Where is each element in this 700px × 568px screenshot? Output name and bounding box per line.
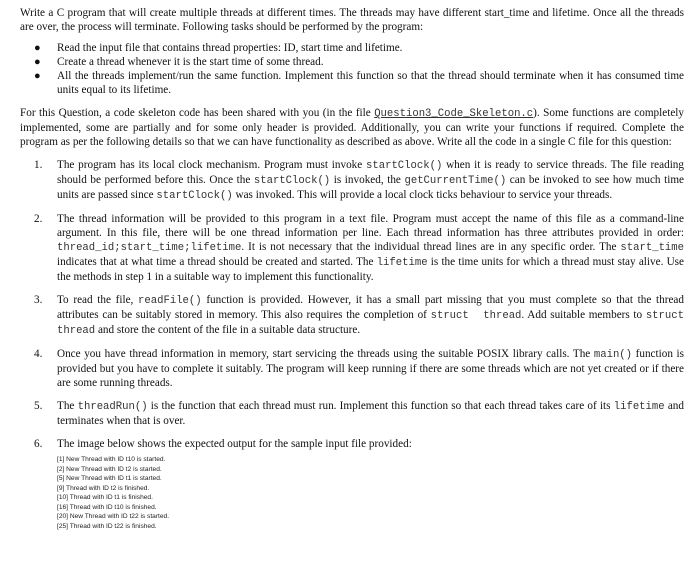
task-list: [20, 41, 684, 97]
output-line: [9] Thread with ID t2 is finished.: [57, 484, 150, 492]
step-3: 3. To read the file, readFile() function is provided. However, it has a small part missing that you must complete so that the thread attributes can be suitably stored in memory. This also requires the completion of struct thread. Add suitable members to struct thread and store the content of the file in a suitable data structure.: [34, 294, 684, 337]
intro-paragraph: Write a C program that will create multiple threads at different times. The threads may have different start_time and lifetime. Once all the threads are over, the process will terminate. Following tasks should be performed by the program:: [20, 7, 684, 33]
step-6: 6. The image below shows the expected output for the sample input file provided:: [34, 438, 412, 450]
output-line: [2] New Thread with ID t2 is started.: [57, 465, 162, 473]
bullet-icon: ●: [34, 70, 41, 82]
output-line: [16] Thread with ID t10 is finished.: [57, 503, 157, 511]
output-line: [25] Thread with ID t22 is finished.: [57, 522, 157, 530]
steps-list: [20, 158, 684, 451]
step-2: 2. The thread information will be provided to this program in a text file. Program must accept the name of this file as a command-line argument. In this file, there will be one thread information per line. Each thread information has three attributes provided in order: thread_id;start_time;lifetime. It is not necessary that the individual thread lines are in any specific order. The start_time indicates that at what time a thread should be created and started. The lifetime is the time units for which a thread must stay alive. Use the methods in step 1 in a suitable way to implement this functionality.: [34, 213, 684, 283]
skeleton-filename: Question3_Code_Skeleton.c: [374, 108, 534, 120]
output-line: [5] New Thread with ID t1 is started.: [57, 475, 162, 482]
bullet-icon: ●: [34, 56, 41, 68]
task-item: ● All the threads implement/run the same function. Implement this function so that the thread should terminate when it has consumed time units equal to its lifetime.: [34, 70, 684, 96]
task-item: ● Create a thread whenever it is the start time of some thread.: [34, 56, 324, 68]
step-5: 5. The threadRun() is the function that each thread must run. Implement this function so that each thread takes care of its lifetime and terminates when that is over.: [34, 400, 684, 427]
document: [20, 6, 684, 531]
bullet-icon: ●: [34, 42, 41, 54]
skeleton-paragraph: For this Question, a code skeleton code has been shared with you (in the file Question3_Code_Skeleton.c). Some functions are completely implemented, some are partially and for some only header is provided. Additionally, you can write your functions if required. Complete the program as per the following details so that we can have functionality as described as above. Write all the code in a single C file for this question:: [20, 107, 684, 148]
output-line: [10] Thread with ID t1 is finished.: [57, 494, 153, 501]
step-4: 4. Once you have thread information in memory, start servicing the threads using the suitable POSIX library calls. The main() function is provided but you have to complete it suitably. The program will keep running if there are some threads which are not yet created or if there are some running threads.: [34, 348, 684, 389]
output-line: [1] New Thread with ID t10 is started.: [57, 456, 166, 463]
output-line: [20] New Thread with ID t22 is started.: [57, 513, 170, 520]
expected-output-image: [57, 455, 684, 531]
task-item: ● Read the input file that contains thread properties: ID, start time and lifetime.: [34, 42, 403, 54]
step-1: 1. The program has its local clock mechanism. Program must invoke startClock() when it is ready to service threads. The file reading should be performed before this. Once the startClock() is invoked, the getCurrentTime() can be invoked to see how much time units are passed since startClock() was invoked. This will provide a local clock ticks behaviour to service your threads.: [34, 159, 684, 202]
